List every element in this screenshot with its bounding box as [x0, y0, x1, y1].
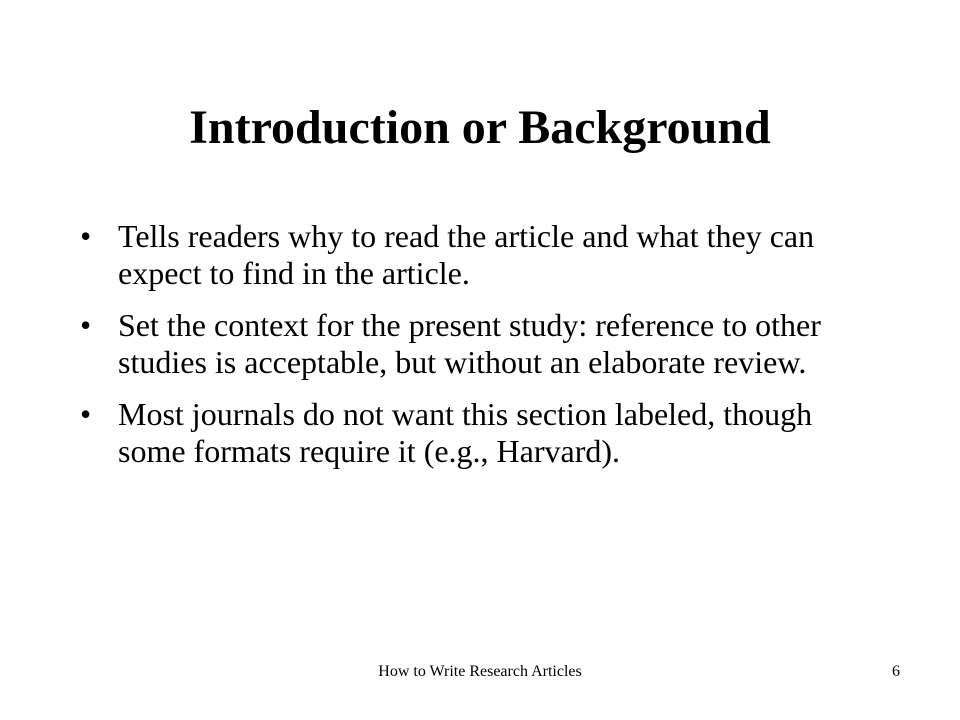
slide-title: Introduction or Background: [189, 101, 771, 154]
bullet-marker: •: [80, 396, 92, 432]
bullet-text: Tells readers why to read the article and what they can expect to find in the article.: [118, 218, 815, 291]
bullet-item: [80, 396, 880, 470]
bullet-text: Set the context for the present study: reference to other studies is acceptable, but without an elaborate review.: [118, 307, 821, 380]
bullet-text: Most journals do not want this section labeled, though some formats require it (e.g., Harvard).: [118, 396, 813, 469]
bullet-item: [80, 307, 880, 381]
bullet-marker: •: [80, 218, 92, 254]
bullet-item: [80, 218, 880, 292]
bullet-marker: •: [80, 307, 92, 343]
footer-title: How to Write Research Articles: [378, 663, 582, 680]
page-number: 6: [892, 663, 900, 680]
bullet-list: [80, 218, 880, 485]
